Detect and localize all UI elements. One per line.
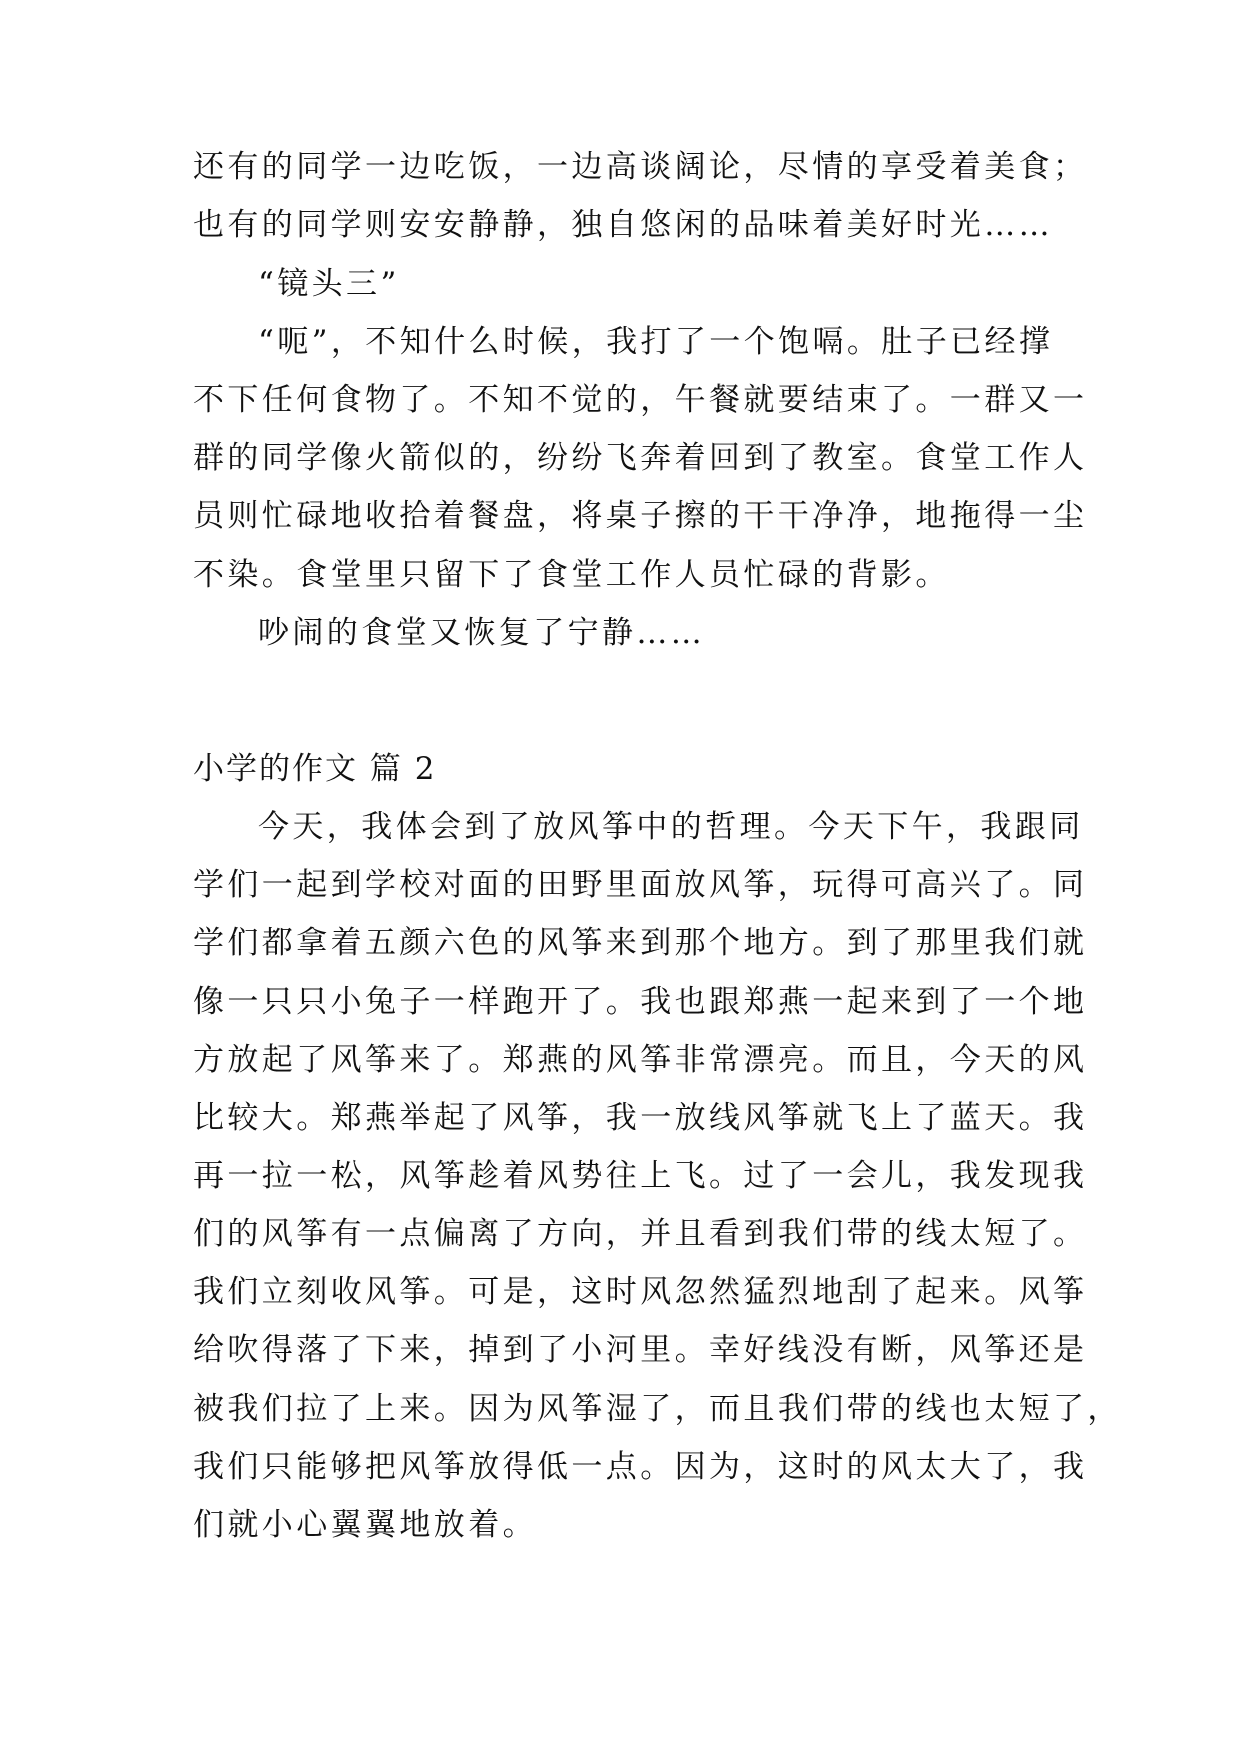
paragraph-line: 还有的同学一边吃饭，一边高谈阔论，尽情的享受着美食； (193, 149, 1088, 185)
subheading-shot-three: “镜头三” (258, 266, 400, 302)
paragraph-line: 被我们拉了上来。因为风筝湿了，而且我们带的线也太短了， (193, 1391, 1122, 1427)
paragraph-line: 们就小心翼翼地放着。 (193, 1507, 537, 1543)
paragraph-line: 今天，我体会到了放风筝中的哲理。今天下午，我跟同 (258, 809, 1084, 845)
paragraph-line: 群的同学像火箭似的，纷纷飞奔着回到了教室。食堂工作人 (193, 440, 1088, 476)
section-heading: 小学的作文 篇 2 (193, 751, 437, 787)
paragraph-line: 给吹得落了下来，掉到了小河里。幸好线没有断，风筝还是 (193, 1332, 1088, 1368)
paragraph-line: 学们一起到学校对面的田野里面放风筝，玩得可高兴了。同 (193, 867, 1088, 903)
paragraph-line: 们的风筝有一点偏离了方向，并且看到我们带的线太短了。 (193, 1216, 1088, 1252)
paragraph-line: 不染。食堂里只留下了食堂工作人员忙碌的背影。 (193, 557, 950, 593)
paragraph-line: “呃”，不知什么时候，我打了一个饱嗝。肚子已经撑 (258, 324, 1054, 360)
paragraph-line: 比较大。郑燕举起了风筝，我一放线风筝就飞上了蓝天。我 (193, 1100, 1088, 1136)
paragraph-line: 再一拉一松，风筝趁着风势往上飞。过了一会儿，我发现我 (193, 1158, 1088, 1194)
paragraph-line: 像一只只小兔子一样跑开了。我也跟郑燕一起来到了一个地 (193, 984, 1088, 1020)
paragraph-line: 不下任何食物了。不知不觉的，午餐就要结束了。一群又一 (193, 382, 1088, 418)
paragraph-line: 也有的同学则安安静静，独自悠闲的品味着美好时光…… (193, 207, 1053, 243)
paragraph-line: 我们只能够把风筝放得低一点。因为，这时的风太大了，我 (193, 1449, 1088, 1485)
paragraph-line: 学们都拿着五颜六色的风筝来到那个地方。到了那里我们就 (193, 925, 1088, 961)
paragraph-line: 方放起了风筝来了。郑燕的风筝非常漂亮。而且，今天的风 (193, 1042, 1088, 1078)
paragraph-line: 吵闹的食堂又恢复了宁静…… (258, 615, 706, 651)
paragraph-line: 我们立刻收风筝。可是，这时风忽然猛烈地刮了起来。风筝 (193, 1274, 1088, 1310)
paragraph-line: 员则忙碌地收拾着餐盘，将桌子擦的干干净净，地拖得一尘 (193, 498, 1088, 534)
